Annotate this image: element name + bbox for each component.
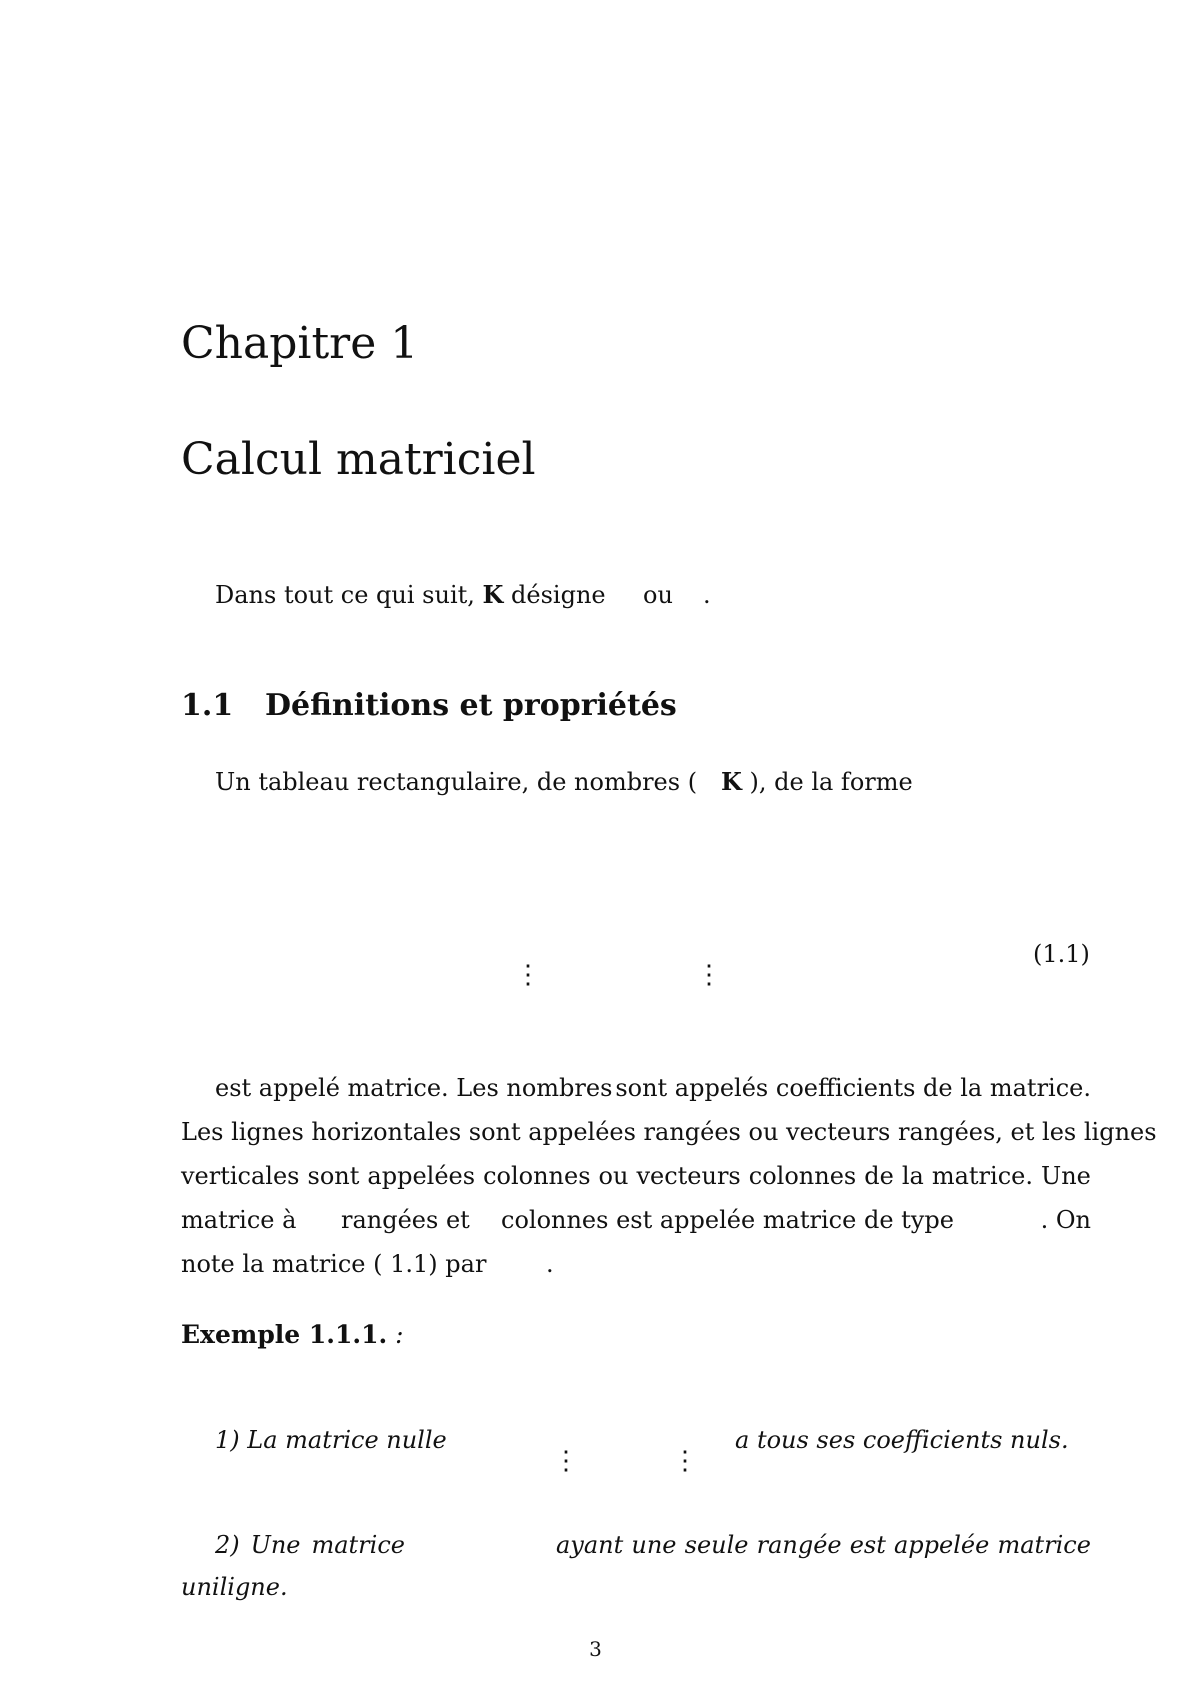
paragraph-line-3-word: ou: [598, 1162, 629, 1190]
paragraph-line-4-c: colonnes est appelée matrice de type: [501, 1206, 954, 1234]
intro-text-after: désigne: [511, 581, 606, 609]
paragraph-line-5: [181, 1242, 1091, 1286]
paragraph-line-3-word: colonnes: [483, 1162, 591, 1190]
example-item-2-start-word: matrice: [311, 1531, 405, 1559]
definition-line-end: [721, 767, 913, 796]
paragraph-line-3-word: sont: [307, 1162, 360, 1190]
example-item-2-rest-word: rangée: [756, 1531, 842, 1559]
chapter-label: Chapitre 1: [181, 318, 419, 369]
paragraph-line-4-a: matrice à: [181, 1206, 297, 1234]
paragraph-line-3-word: verticales: [181, 1162, 300, 1190]
paragraph-line-1: [181, 1066, 1091, 1110]
section-title: Définitions et propriétés: [265, 688, 677, 723]
example-item-2-line-2: uniligne.: [181, 1573, 288, 1601]
definition-text-after: ), de la forme: [749, 768, 913, 796]
paragraph-line-1-b: sont appelés coefficients de la matrice.: [615, 1074, 1091, 1102]
example-item-2-rest-word: matrice: [997, 1531, 1091, 1559]
k-symbol: K: [721, 767, 742, 796]
paragraph-line-4: [181, 1198, 1091, 1242]
paragraph-line-3-word: colonnes: [748, 1162, 857, 1190]
example-item-2-rest-word: appelée: [894, 1531, 990, 1559]
intro-text-before: Dans tout ce qui suit,: [215, 581, 475, 609]
paragraph-line-4-d: . On: [1040, 1206, 1091, 1234]
null-matrix-vdots-left: ⋮: [553, 1446, 579, 1476]
paragraph-line-5-b: .: [546, 1250, 554, 1278]
example-item-2-start: [215, 1533, 405, 1557]
paragraph-line-3-word: matrice.: [931, 1162, 1033, 1190]
example-colon: :: [395, 1320, 404, 1349]
intro-or: ou: [643, 581, 673, 609]
paragraph-line-1-a: est appelé matrice. Les nombres: [215, 1074, 613, 1102]
chapter-title: Calcul matriciel: [181, 434, 536, 485]
definition-text-before: Un tableau rectangulaire, de nombres (: [215, 768, 698, 796]
paragraph-line-3-word: Une: [1040, 1162, 1091, 1190]
page-number: 3: [589, 1637, 602, 1661]
k-symbol: K: [482, 580, 504, 609]
example-item-2-start-word: 2): [215, 1531, 240, 1559]
example-item-1-b: a tous ses coefficients nuls.: [735, 1426, 1069, 1454]
matrix-vdots-left: ⋮: [515, 960, 541, 990]
example-item-2-rest-word: seule: [684, 1531, 749, 1559]
paragraph-line-2: Les lignes horizontales sont appelées rangées ou vecteurs rangées, et les lignes: [181, 1118, 1157, 1146]
example-heading: Exemple 1.1.1.: [181, 1320, 388, 1349]
section-number: 1.1: [181, 688, 234, 723]
example-item-2-rest-word: est: [849, 1531, 886, 1559]
intro-period: .: [703, 581, 711, 609]
intro-line: [215, 580, 606, 609]
equation-label: (1.1): [1033, 940, 1090, 968]
definition-paragraph: [181, 1066, 1157, 1286]
example-heading-line: [181, 1322, 404, 1347]
example-item-2-start-word: Une: [250, 1531, 301, 1559]
example-item-1-a: 1) La matrice nulle: [215, 1426, 447, 1454]
paragraph-line-3: [181, 1154, 1091, 1198]
example-item-2-rest-word: ayant: [556, 1531, 624, 1559]
null-matrix-vdots-right: ⋮: [672, 1446, 698, 1476]
matrix-vdots-right: ⋮: [696, 960, 722, 990]
paragraph-line-5-a: note la matrice ( 1.1) par: [181, 1250, 487, 1278]
example-item-2-rest: [556, 1533, 1091, 1557]
paragraph-line-3-word: appelées: [367, 1162, 476, 1190]
paragraph-line-3-word: vecteurs: [636, 1162, 741, 1190]
paragraph-line-3-word: de: [864, 1162, 894, 1190]
paragraph-line-3-word: la: [901, 1162, 924, 1190]
example-item-2-rest-word: une: [631, 1531, 677, 1559]
paragraph-line-4-b: rangées et: [341, 1206, 470, 1234]
